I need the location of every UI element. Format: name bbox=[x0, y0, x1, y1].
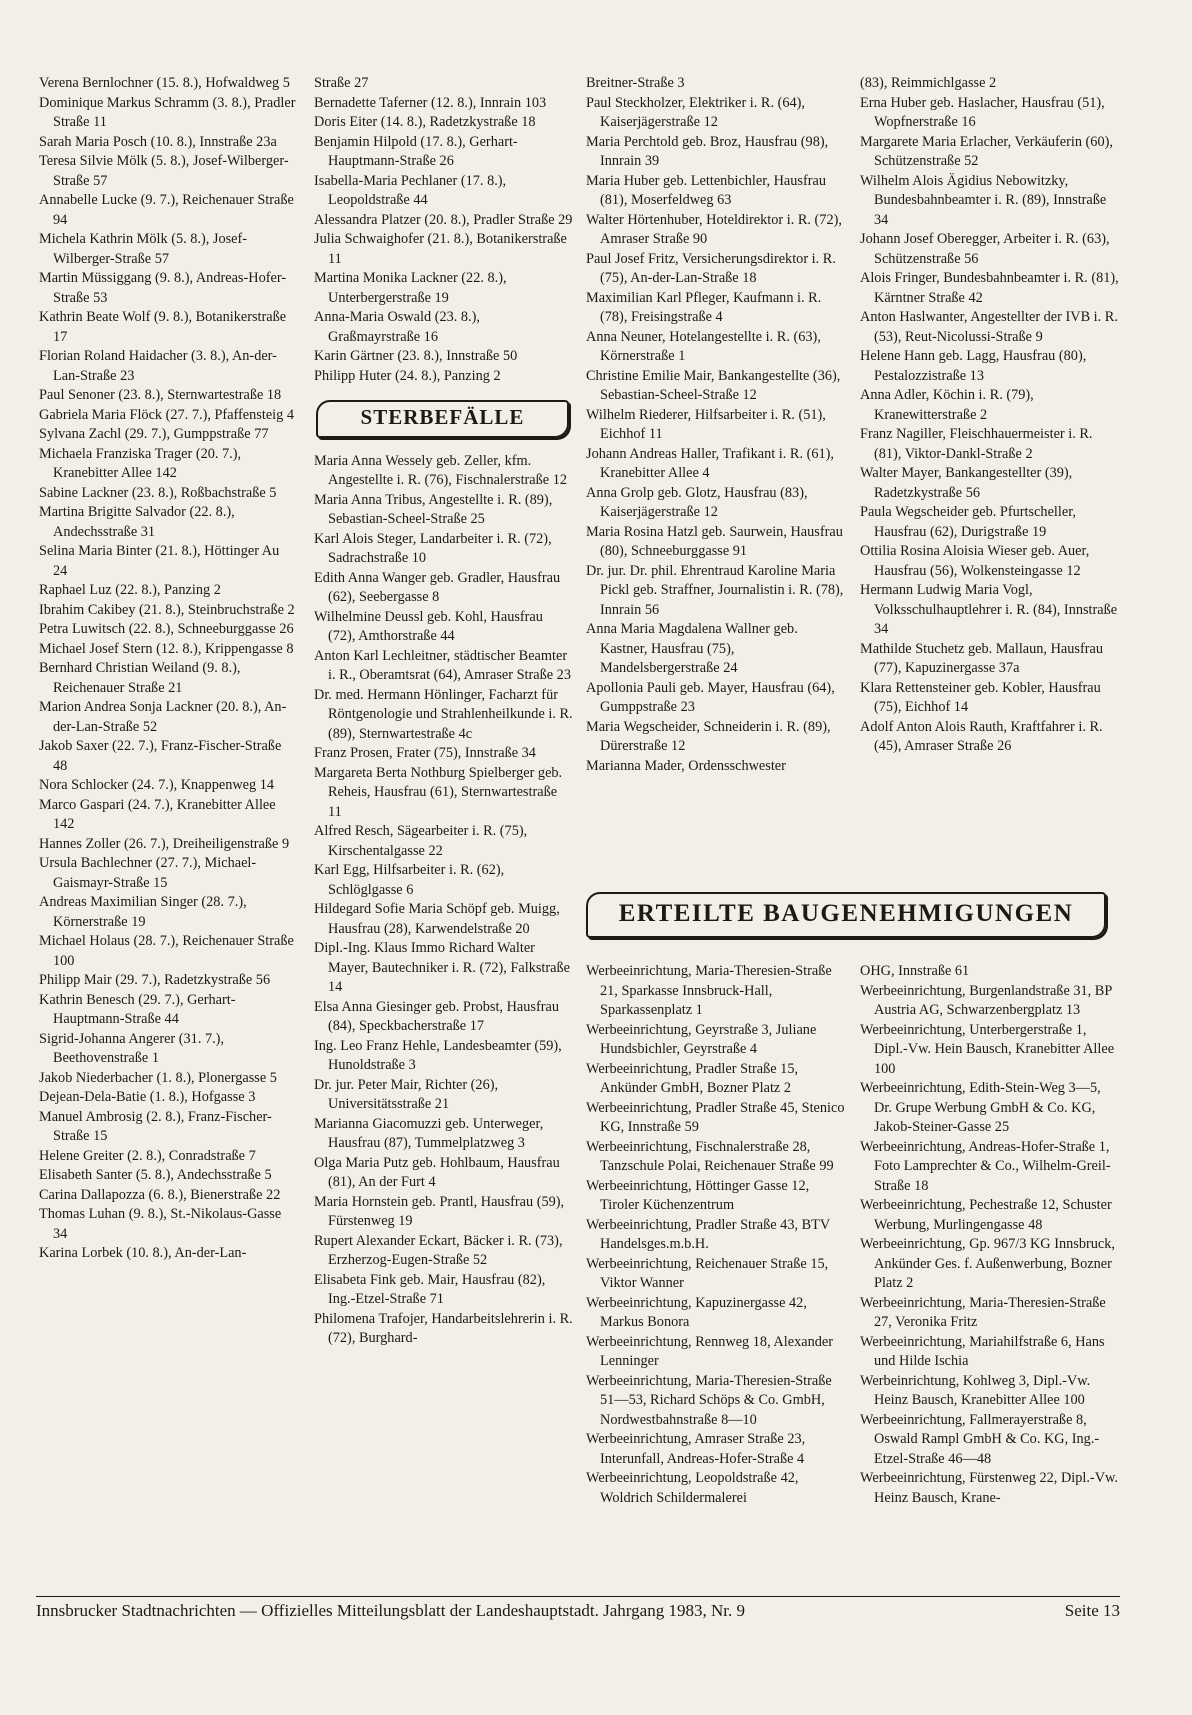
list-item: Werbeeinrichtung, Geyrstraße 3, Juliane Hundsbichler, Geyrstraße 4 bbox=[586, 1021, 817, 1057]
list-item: Johann Josef Oberegger, Arbeiter i. R. (63), Schützenstraße 56 bbox=[860, 231, 1110, 267]
list-item: Wilhelm Riederer, Hilfsarbeiter i. R. (51), Eichhof 11 bbox=[586, 406, 826, 442]
list-item: Jakob Saxer (22. 7.), Franz-Fischer-Straße 48 bbox=[39, 738, 282, 774]
column-deaths-3 bbox=[860, 74, 1120, 757]
list-item: Gabriela Maria Flöck (27. 7.), Pfaffensteig 4 bbox=[39, 406, 295, 423]
list-item: Alessandra Platzer (20. 8.), Pradler Straße 29 bbox=[314, 211, 573, 228]
list-item: Maria Hornstein geb. Prantl, Hausfrau (59), Fürstenweg 19 bbox=[314, 1193, 565, 1229]
list-item: OHG, Innstraße 61 bbox=[860, 963, 970, 979]
list-item: Andreas Maximilian Singer (28. 7.), Körnerstraße 19 bbox=[39, 894, 247, 930]
list-item: Thomas Luhan (9. 8.), St.-Nikolaus-Gasse 34 bbox=[39, 1206, 282, 1242]
column-deaths-2 bbox=[586, 74, 845, 776]
list-item: Christine Emilie Mair, Bankangestellte (36), Sebastian-Scheel-Straße 12 bbox=[586, 367, 841, 403]
list-item: Werbeeinrichtung, Pradler Straße 43, BTV Handelsges.m.b.H. bbox=[586, 1216, 830, 1252]
list-item: Werbeeinrichtung, Andreas-Hofer-Straße 1, Foto Lamprechter & Co., Wilhelm-Greil-Straße 18 bbox=[860, 1138, 1111, 1194]
list-item: Werbeeinrichtung, Amraser Straße 23, Interunfall, Andreas-Hofer-Straße 4 bbox=[586, 1431, 806, 1467]
baugenehmigungen-heading: ERTEILTE BAUGENEHMIGUNGEN bbox=[586, 892, 1106, 938]
list-item: Werbeeinrichtung, Burgenlandstraße 31, BP Austria AG, Schwarzenbergplatz 13 bbox=[860, 982, 1112, 1018]
list-item: Maximilian Karl Pfleger, Kaufmann i. R. (78), Freisingstraße 4 bbox=[586, 289, 822, 325]
list-item: Manuel Ambrosig (2. 8.), Franz-Fischer-Straße 15 bbox=[39, 1108, 272, 1144]
list-item: Werbeeinrichtung, Maria-Theresien-Straße 27, Veronika Fritz bbox=[860, 1294, 1106, 1330]
list-item: Johann Andreas Haller, Trafikant i. R. (61), Kranebitter Allee 4 bbox=[586, 445, 834, 481]
list-item: Alois Fringer, Bundesbahnbeamter i. R. (81), Kärntner Straße 42 bbox=[860, 270, 1119, 306]
list-item: Werbeeinrichtung, Pradler Straße 45, Stenico KG, Innstraße 59 bbox=[586, 1099, 845, 1135]
list-item: Anna Adler, Köchin i. R. (79), Kranewitterstraße 2 bbox=[860, 387, 1034, 423]
list-item: Anna-Maria Oswald (23. 8.), Graßmayrstraße 16 bbox=[314, 309, 480, 345]
list-item: Dr. jur. Peter Mair, Richter (26), Universitätsstraße 21 bbox=[314, 1076, 499, 1112]
list-item: Werbeeinrichtung, Maria-Theresien-Straße 21, Sparkasse Innsbruck-Hall, Sparkassenplatz 1 bbox=[586, 963, 832, 1018]
list-item: Teresa Silvie Mölk (5. 8.), Josef-Wilberger-Straße 57 bbox=[39, 153, 289, 189]
list-item: Marianna Mader, Ordensschwester bbox=[586, 757, 786, 774]
list-item: Maria Anna Tribus, Angestellte i. R. (89), Sebastian-Scheel-Straße 25 bbox=[314, 491, 553, 527]
list-item: Marco Gaspari (24. 7.), Kranebitter Allee 142 bbox=[39, 796, 276, 832]
list-item: Erna Huber geb. Haslacher, Hausfrau (51), Wopfnerstraße 16 bbox=[860, 94, 1105, 130]
list-item: Walter Hörtenhuber, Hoteldirektor i. R. (72), Amraser Straße 90 bbox=[586, 211, 842, 247]
list-item: Mathilde Stuchetz geb. Mallaun, Hausfrau (77), Kapuzinergasse 37a bbox=[860, 640, 1103, 676]
list-item: Julia Schwaighofer (21. 8.), Botanikerstraße 11 bbox=[314, 231, 567, 267]
list-item: Elisabeth Santer (5. 8.), Andechsstraße 5 bbox=[39, 1167, 272, 1183]
list-item: Maria Perchtold geb. Broz, Hausfrau (98), Innrain 39 bbox=[586, 133, 829, 169]
list-item: Karl Egg, Hilfsarbeiter i. R. (62), Schlöglgasse 6 bbox=[314, 862, 505, 898]
list-item: Sylvana Zachl (29. 7.), Gumppstraße 77 bbox=[39, 426, 269, 442]
list-item: Raphael Luz (22. 8.), Panzing 2 bbox=[39, 582, 221, 598]
footer-rule bbox=[36, 1596, 1120, 1597]
list-item: Ibrahim Cakibey (21. 8.), Steinbruchstraße 2 bbox=[39, 601, 295, 618]
list-item: Wilhelm Alois Ägidius Nebowitzky, Bundesbahnbeamter i. R. (89), Innstraße 34 bbox=[860, 172, 1107, 228]
list-item: Carina Dallapozza (6. 8.), Bienerstraße 22 bbox=[39, 1186, 281, 1203]
list-item: Philipp Huter (24. 8.), Panzing 2 bbox=[314, 367, 501, 384]
list-item: Hannes Zoller (26. 7.), Dreiheiligenstraße 9 bbox=[39, 835, 290, 852]
list-item: Werbeeinrichtung, Reichenauer Straße 15, Viktor Wanner bbox=[586, 1255, 829, 1291]
list-item: Michela Kathrin Mölk (5. 8.), Josef-Wilberger-Straße 57 bbox=[39, 231, 248, 267]
footer-publication: Innsbrucker Stadtnachrichten — Offizielles Mitteilungsblatt der Landeshauptstadt. Jahrgang 1983, Nr. 9 bbox=[36, 1601, 745, 1620]
list-item: Werbeeinrichtung, Pradler Straße 15, Ankünder GmbH, Bozner Platz 2 bbox=[586, 1060, 799, 1096]
list-item: Anton Haslwanter, Angestellter der IVB i. R. (53), Reut-Nicolussi-Straße 9 bbox=[860, 309, 1118, 345]
list-item: Sigrid-Johanna Angerer (31. 7.), Beethovenstraße 1 bbox=[39, 1030, 225, 1066]
list-item: Helene Hann geb. Lagg, Hausfrau (80), Pestalozzistraße 13 bbox=[860, 348, 1087, 384]
list-item: Jakob Niederbacher (1. 8.), Plonergasse 5 bbox=[39, 1069, 277, 1086]
list-item: Alfred Resch, Sägearbeiter i. R. (75), Kirschentalgasse 22 bbox=[314, 823, 528, 859]
list-item: Bernhard Christian Weiland (9. 8.), Reichenauer Straße 21 bbox=[39, 660, 241, 696]
list-item: Edith Anna Wanger geb. Gradler, Hausfrau (62), Seebergasse 8 bbox=[314, 569, 561, 605]
list-item: Philipp Mair (29. 7.), Radetzkystraße 56 bbox=[39, 972, 271, 988]
list-item: Werbeeinrichtung, Edith-Stein-Weg 3—5, Dr. Grupe Werbung GmbH & Co. KG, Jakob-Steiner-Gasse 25 bbox=[860, 1080, 1101, 1135]
list-item: Maria Rosina Hatzl geb. Saurwein, Hausfrau (80), Schneeburggasse 91 bbox=[586, 523, 843, 559]
list-item: Walter Mayer, Bankangestellter (39), Radetzkystraße 56 bbox=[860, 465, 1073, 501]
list-item: Paula Wegscheider geb. Pfurtscheller, Hausfrau (62), Durigstraße 19 bbox=[860, 504, 1076, 540]
list-item: Karl Alois Steger, Landarbeiter i. R. (72), Sadrachstraße 10 bbox=[314, 530, 552, 566]
list-item: Ottilia Rosina Aloisia Wieser geb. Auer, Hausfrau (56), Wolkensteingasse 12 bbox=[860, 543, 1090, 579]
list-item: Paul Josef Fritz, Versicherungsdirektor i. R. (75), An-der-Lan-Straße 18 bbox=[586, 250, 836, 286]
list-item: Marianna Giacomuzzi geb. Unterweger, Hausfrau (87), Tummelplatzweg 3 bbox=[314, 1115, 544, 1151]
list-item: Doris Eiter (14. 8.), Radetzkystraße 18 bbox=[314, 114, 536, 130]
list-item: Werbeeinrichtung, Rennweg 18, Alexander Lenninger bbox=[586, 1333, 833, 1369]
list-item: Florian Roland Haidacher (3. 8.), An-der-Lan-Straße 23 bbox=[39, 348, 277, 384]
list-item: Franz Prosen, Frater (75), Innstraße 34 bbox=[314, 745, 536, 761]
list-item: Werbeeinrichtung, Fürstenweg 22, Dipl.-Vw. Heinz Bausch, Krane- bbox=[860, 1470, 1118, 1506]
list-item: Martina Monika Lackner (22. 8.), Unterbergerstraße 19 bbox=[314, 270, 507, 306]
list-item: Straße 27 bbox=[314, 75, 369, 91]
list-item: Martina Brigitte Salvador (22. 8.), Andechsstraße 31 bbox=[39, 504, 235, 540]
list-item: Helene Greiter (2. 8.), Conradstraße 7 bbox=[39, 1147, 256, 1164]
list-item: Philomena Trafojer, Handarbeitslehrerin i. R. (72), Burghard- bbox=[314, 1310, 573, 1346]
list-item: Michael Holaus (28. 7.), Reichenauer Straße 100 bbox=[39, 933, 294, 969]
list-item: Anna Maria Magdalena Wallner geb. Kastner, Hausfrau (75), Mandelsbergerstraße 24 bbox=[586, 621, 798, 676]
list-item: Werbeeinrichtung, Leopoldstraße 42, Woldrich Schildermalerei bbox=[586, 1470, 799, 1506]
list-item: Adolf Anton Alois Rauth, Kraftfahrer i. R. (45), Amraser Straße 26 bbox=[860, 718, 1103, 754]
list-item: Marion Andrea Sonja Lackner (20. 8.), An-der-Lan-Straße 52 bbox=[39, 699, 287, 735]
list-item: Dr. jur. Dr. phil. Ehrentraud Karoline Maria Pickl geb. Straffner, Journalistin i. R. (78), Innrain 56 bbox=[586, 562, 844, 618]
sterbefaelle-heading: STERBEFÄLLE bbox=[316, 400, 569, 438]
list-item: Karina Lorbek (10. 8.), An-der-Lan- bbox=[39, 1245, 247, 1261]
list-item: Werbeeinrichtung, Fischnalerstraße 28, Tanzschule Polai, Reichenauer Straße 99 bbox=[586, 1138, 834, 1174]
list-item: Paul Steckholzer, Elektriker i. R. (64), Kaiserjägerstraße 12 bbox=[586, 94, 805, 130]
list-item: Werbeeinrichtung, Mariahilfstraße 6, Hans und Hilde Ischia bbox=[860, 1333, 1105, 1369]
list-item: Anna Neuner, Hotelangestellte i. R. (63), Körnerstraße 1 bbox=[586, 328, 821, 364]
list-item: Apollonia Pauli geb. Mayer, Hausfrau (64), Gumppstraße 23 bbox=[586, 679, 835, 715]
list-item: Franz Nagiller, Fleischhauermeister i. R. (81), Viktor-Dankl-Straße 2 bbox=[860, 426, 1093, 462]
deaths-list bbox=[314, 452, 573, 1349]
list-item: Kathrin Beate Wolf (9. 8.), Botanikerstraße 17 bbox=[39, 309, 287, 345]
list-item: Werbeeinrichtung, Kapuzinergasse 42, Markus Bonora bbox=[586, 1294, 807, 1330]
list-item: Dominique Markus Schramm (3. 8.), Pradler Straße 11 bbox=[39, 94, 296, 130]
list-item: Maria Anna Wessely geb. Zeller, kfm. Angestellte i. R. (76), Fischnalerstraße 12 bbox=[314, 452, 568, 488]
list-item: Dr. med. Hermann Hönlinger, Facharzt für Röntgenologie und Strahlenheilkunde i. R. (89), Sternwartestraße 4c bbox=[314, 686, 573, 742]
page-number: Seite 13 bbox=[1064, 1601, 1120, 1620]
list-item: Margareta Berta Nothburg Spielberger geb. Reheis, Hausfrau (61), Sternwartestraße 11 bbox=[314, 764, 563, 820]
list-item: Margarete Maria Erlacher, Verkäuferin (60), Schützenstraße 52 bbox=[860, 133, 1113, 169]
list-item: Rupert Alexander Eckart, Bäcker i. R. (73), Erzherzog-Eugen-Straße 52 bbox=[314, 1232, 563, 1268]
list-item: Michael Josef Stern (12. 8.), Krippengasse 8 bbox=[39, 640, 294, 657]
list-item: Paul Senoner (23. 8.), Sternwartestraße 18 bbox=[39, 387, 282, 403]
list-item: Werbeeinrichtung, Fallmerayerstraße 8, Oswald Rampl GmbH & Co. KG, Ing.-Etzel-Straße 46—48 bbox=[860, 1411, 1100, 1467]
list-item: Elsa Anna Giesinger geb. Probst, Hausfrau (84), Speckbacherstraße 17 bbox=[314, 998, 559, 1034]
list-item: Werbeinrichtung, Kohlweg 3, Dipl.-Vw. Heinz Bausch, Kranebitter Allee 100 bbox=[860, 1372, 1091, 1408]
list-item: Maria Huber geb. Lettenbichler, Hausfrau (81), Moserfeldweg 63 bbox=[586, 172, 826, 208]
list-item: Anton Karl Lechleitner, städtischer Beamter i. R., Oberamtsrat (64), Amraser Straße 23 bbox=[314, 647, 571, 683]
list-item: Nora Schlocker (24. 7.), Knappenweg 14 bbox=[39, 777, 275, 793]
list-item: Dipl.-Ing. Klaus Immo Richard Walter Mayer, Bautechniker i. R. (72), Falkstraße 14 bbox=[314, 940, 571, 995]
list-item: Olga Maria Putz geb. Hohlbaum, Hausfrau (81), An der Furt 4 bbox=[314, 1154, 560, 1190]
list-item: Werbeeinrichtung, Gp. 967/3 KG Innsbruck, Ankünder Ges. f. Außenwerbung, Bozner Platz 2 bbox=[860, 1236, 1115, 1291]
list-item: Hermann Ludwig Maria Vogl, Volksschulhauptlehrer i. R. (84), Innstraße 34 bbox=[860, 582, 1118, 637]
list-item: Anna Grolp geb. Glotz, Hausfrau (83), Kaiserjägerstraße 12 bbox=[586, 484, 808, 520]
list-item: Annabelle Lucke (9. 7.), Reichenauer Straße 94 bbox=[39, 192, 294, 228]
list-item: Isabella-Maria Pechlaner (17. 8.), Leopoldstraße 44 bbox=[314, 172, 507, 208]
list-item: Benjamin Hilpold (17. 8.), Gerhart-Hauptmann-Straße 26 bbox=[314, 133, 518, 169]
list-item: Wilhelmine Deussl geb. Kohl, Hausfrau (72), Amthorstraße 44 bbox=[314, 608, 543, 644]
list-item: Verena Bernlochner (15. 8.), Hofwaldweg 5 bbox=[39, 75, 290, 91]
list-item: Bernadette Taferner (12. 8.), Innrain 103 bbox=[314, 94, 547, 111]
list-item: Maria Wegscheider, Schneiderin i. R. (89), Dürerstraße 12 bbox=[586, 718, 831, 754]
list-item: Michaela Franziska Trager (20. 7.), Kranebitter Allee 142 bbox=[39, 445, 242, 481]
column-births-1 bbox=[39, 74, 297, 1264]
list-item: Dejean-Dela-Batie (1. 8.), Hofgasse 3 bbox=[39, 1089, 256, 1105]
list-item: Selina Maria Binter (21. 8.), Höttinger Au 24 bbox=[39, 543, 280, 579]
list-item: Klara Rettensteiner geb. Kobler, Hausfrau (75), Eichhof 14 bbox=[860, 679, 1101, 715]
list-item: Ing. Leo Franz Hehle, Landesbeamter (59), Hunoldstraße 3 bbox=[314, 1037, 562, 1073]
list-item: Hildegard Sofie Maria Schöpf geb. Muigg, Hausfrau (28), Karwendelstraße 20 bbox=[314, 901, 560, 937]
list-item: Werbeeinrichtung, Höttinger Gasse 12, Tiroler Küchenzentrum bbox=[586, 1177, 810, 1213]
list-item: Breitner-Straße 3 bbox=[586, 75, 685, 91]
list-item: Kathrin Benesch (29. 7.), Gerhart-Hauptmann-Straße 44 bbox=[39, 991, 236, 1027]
list-item: Sarah Maria Posch (10. 8.), Innstraße 23a bbox=[39, 133, 277, 150]
column-births-2-deaths bbox=[314, 74, 573, 1349]
list-item: Elisabeta Fink geb. Mair, Hausfrau (82), Ing.-Etzel-Straße 71 bbox=[314, 1271, 546, 1307]
list-item: Sabine Lackner (23. 8.), Roßbachstraße 5 bbox=[39, 484, 277, 501]
births-list-continued bbox=[314, 74, 573, 386]
list-item: Martin Müssiggang (9. 8.), Andreas-Hofer-Straße 53 bbox=[39, 270, 287, 306]
list-item: Werbeeinrichtung, Pechestraße 12, Schuster Werbung, Murlingengasse 48 bbox=[860, 1197, 1112, 1233]
list-item: Werbeeinrichtung, Maria-Theresien-Straße 51—53, Richard Schöps & Co. GmbH, Nordwestbahnstraße 8—10 bbox=[586, 1372, 832, 1428]
list-item: Werbeeinrichtung, Unterbergerstraße 1, Dipl.-Vw. Hein Bausch, Kranebitter Allee 100 bbox=[860, 1021, 1115, 1077]
list-item: Karin Gärtner (23. 8.), Innstraße 50 bbox=[314, 348, 518, 364]
column-permits-1 bbox=[586, 962, 846, 1508]
list-item: Petra Luwitsch (22. 8.), Schneeburggasse 26 bbox=[39, 621, 294, 637]
column-permits-2 bbox=[860, 962, 1120, 1508]
list-item: (83), Reimmichlgasse 2 bbox=[860, 75, 997, 91]
list-item: Ursula Bachlechner (27. 7.), Michael-Gaismayr-Straße 15 bbox=[39, 855, 257, 891]
